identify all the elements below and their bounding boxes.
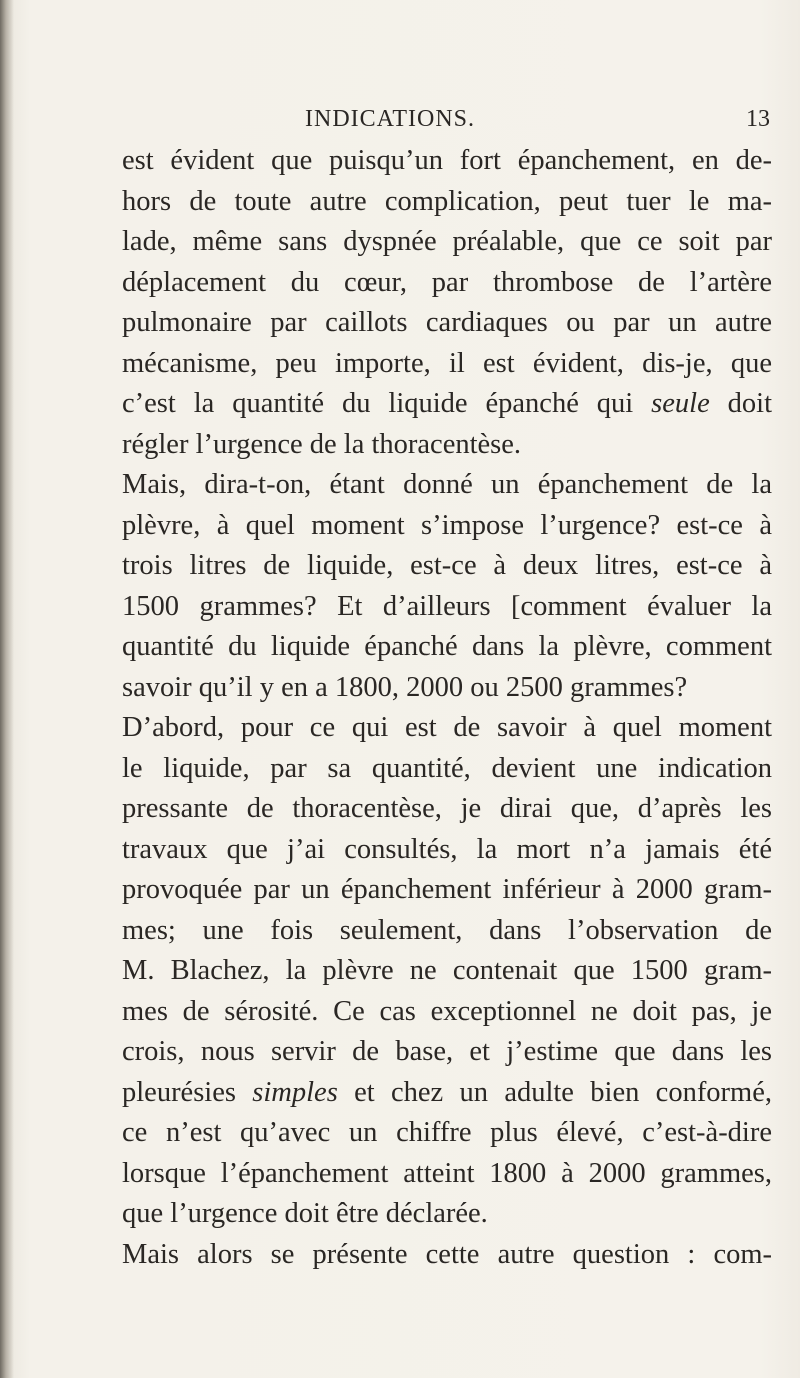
text-line: provoquée par un épanchement inférieur à 2000 gram- bbox=[122, 874, 772, 905]
text-line: savoir qu’il y en a 1800, 2000 ou 2500 grammes? bbox=[122, 671, 688, 703]
text-line: crois, nous servir de base, et j’estime que dans les bbox=[122, 1036, 772, 1067]
text-segment: doit bbox=[709, 388, 772, 419]
text-line: le liquide, par sa quantité, devient une indication bbox=[122, 752, 772, 784]
text-line: plèvre, à quel moment s’impose l’urgence? est-ce à bbox=[122, 509, 772, 541]
text-line bbox=[122, 384, 772, 425]
text-segment: et chez un adulte bien conformé, bbox=[337, 1076, 772, 1108]
text-line: pressante de thoracentèse, je dirai que, d’après les bbox=[122, 793, 772, 824]
text-line: travaux que j’ai consultés, la mort n’a jamais été bbox=[122, 833, 772, 865]
running-head bbox=[120, 106, 780, 140]
text-line: mécanisme, peu importe, il est évident, dis-je, que bbox=[122, 347, 772, 379]
emphasis-simples: simples bbox=[252, 1076, 338, 1108]
text-line: est évident que puisqu’un fort épanchement, en de- bbox=[122, 145, 772, 176]
text-line: trois litres de liquide, est-ce à deux litres, est-ce à bbox=[122, 550, 772, 581]
text-line: Mais alors se présente cette autre question : com- bbox=[122, 1238, 772, 1270]
text-line: D’abord, pour ce qui est de savoir à quel moment bbox=[122, 712, 772, 743]
text-line bbox=[122, 1073, 772, 1114]
text-segment: c’est la quantité du liquide épanché qui bbox=[122, 388, 652, 419]
text-line: hors de toute autre complication, peut tuer le ma- bbox=[122, 185, 772, 217]
text-line: quantité du liquide épanché dans la plèvre, comment bbox=[122, 631, 772, 662]
text-line: M. Blachez, la plèvre ne contenait que 1500 gram- bbox=[122, 955, 772, 986]
text-line: mes de sérosité. Ce cas exceptionnel ne doit pas, je bbox=[122, 995, 772, 1027]
text-line: 1500 grammes? Et d’ailleurs [comment évaluer la bbox=[122, 590, 772, 622]
page-number: 13 bbox=[746, 106, 770, 132]
text-line: mes; une fois seulement, dans l’observation de bbox=[122, 914, 772, 946]
text-line: lade, même sans dyspnée préalable, que ce soit par bbox=[122, 226, 772, 257]
text-line: déplacement du cœur, par thrombose de l’artère bbox=[122, 266, 772, 298]
text-line: régler l’urgence de la thoracentèse. bbox=[122, 428, 522, 460]
text-line: pulmonaire par caillots cardiaques ou par un autre bbox=[122, 307, 772, 338]
body-text bbox=[122, 141, 772, 1275]
text-line: ce n’est qu’avec un chiffre plus élevé, c’est-à-dire bbox=[122, 1117, 772, 1148]
text-line: Mais, dira-t-on, étant donné un épanchement de la bbox=[122, 469, 772, 500]
text-segment: pleurésies bbox=[122, 1076, 253, 1108]
emphasis-seule: seule bbox=[651, 388, 710, 419]
text-line: que l’urgence doit être déclarée. bbox=[122, 1198, 488, 1229]
running-title: INDICATIONS. bbox=[305, 106, 475, 132]
binding-edge bbox=[0, 0, 14, 1378]
text-line: lorsque l’épanchement atteint 1800 à 2000 grammes, bbox=[122, 1157, 772, 1189]
